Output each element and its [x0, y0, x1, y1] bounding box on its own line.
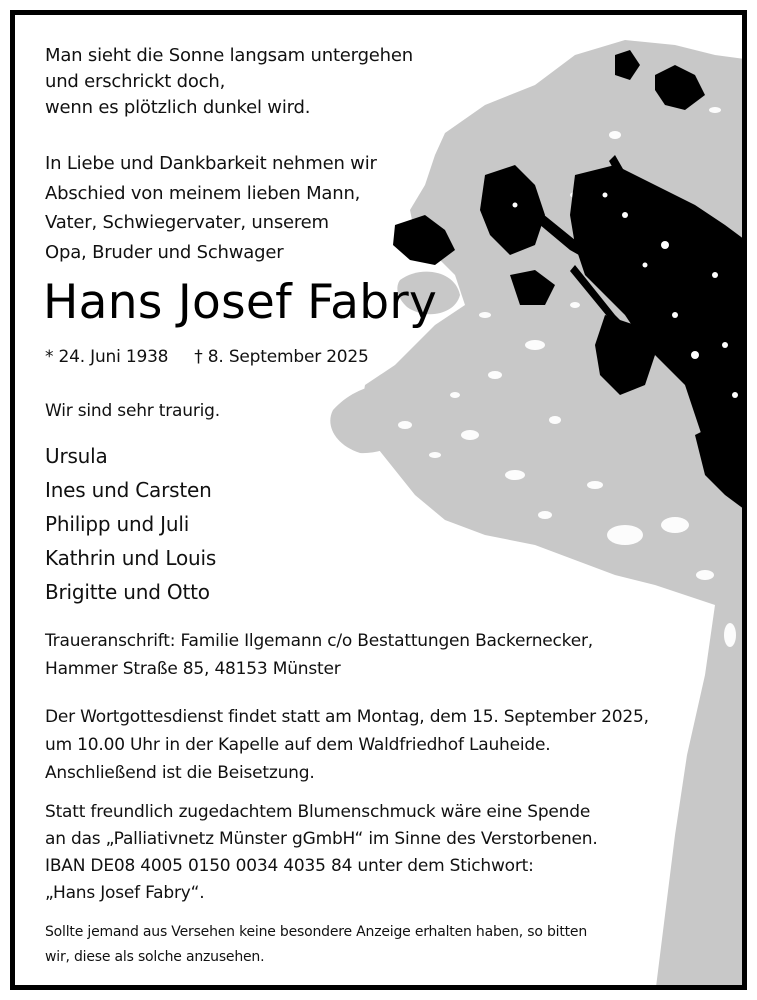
poem-line: wenn es plötzlich dunkel wird.	[45, 97, 311, 118]
obituary-frame	[10, 10, 747, 990]
intro-line: In Liebe und Dankbarkeit nehmen wir	[45, 153, 377, 174]
mourning-line: Wir sind sehr traurig.	[45, 401, 220, 421]
footer-line: wir, diese als solche anzusehen.	[45, 949, 265, 965]
service-line: Anschließend ist die Beisetzung.	[45, 763, 315, 783]
footer-note	[45, 920, 587, 970]
mourning-address	[45, 627, 593, 683]
life-dates	[45, 345, 369, 369]
address-line: Traueranschrift: Familie Ilgemann c/o Bestattungen Backernecker,	[45, 631, 593, 651]
family-member: Kathrin und Louis	[45, 546, 217, 570]
poem-line: und erschrickt doch,	[45, 71, 226, 92]
donation-line: IBAN DE08 4005 0150 0034 4035 84 unter dem Stichwort:	[45, 856, 534, 876]
donation-line: Statt freundlich zugedachtem Blumenschmuck wäre eine Spende	[45, 802, 591, 822]
deceased-name: Hans Josef Fabry	[43, 275, 438, 330]
service-line: um 10.00 Uhr in der Kapelle auf dem Waldfriedhof Lauheide.	[45, 735, 551, 755]
donation-line: an das „Palliativnetz Münster gGmbH“ im Sinne des Verstorbenen.	[45, 829, 598, 849]
family-member: Philipp und Juli	[45, 512, 190, 536]
birth-date: * 24. Juni 1938	[45, 347, 169, 367]
family-member: Ines und Carsten	[45, 478, 212, 502]
service-line: Der Wortgottesdienst findet statt am Montag, dem 15. September 2025,	[45, 707, 649, 727]
poem	[45, 43, 413, 121]
obituary-content	[15, 15, 747, 990]
address-line: Hammer Straße 85, 48153 Münster	[45, 659, 341, 679]
family-list	[45, 439, 216, 609]
service-info	[45, 703, 649, 787]
family-member: Brigitte und Otto	[45, 580, 210, 604]
intro-line: Opa, Bruder und Schwager	[45, 241, 284, 263]
family-member: Ursula	[45, 444, 108, 468]
donation-line: „Hans Josef Fabry“.	[45, 883, 205, 903]
poem-line: Man sieht die Sonne langsam untergehen	[45, 45, 413, 66]
intro-text	[45, 149, 377, 267]
intro-line: Abschied von meinem lieben Mann,	[45, 182, 361, 204]
death-date: † 8. September 2025	[194, 347, 369, 367]
footer-line: Sollte jemand aus Versehen keine besondere Anzeige erhalten haben, so bitten	[45, 924, 587, 940]
intro-line: Vater, Schwiegervater, unserem	[45, 212, 329, 233]
donation-info	[45, 799, 598, 907]
